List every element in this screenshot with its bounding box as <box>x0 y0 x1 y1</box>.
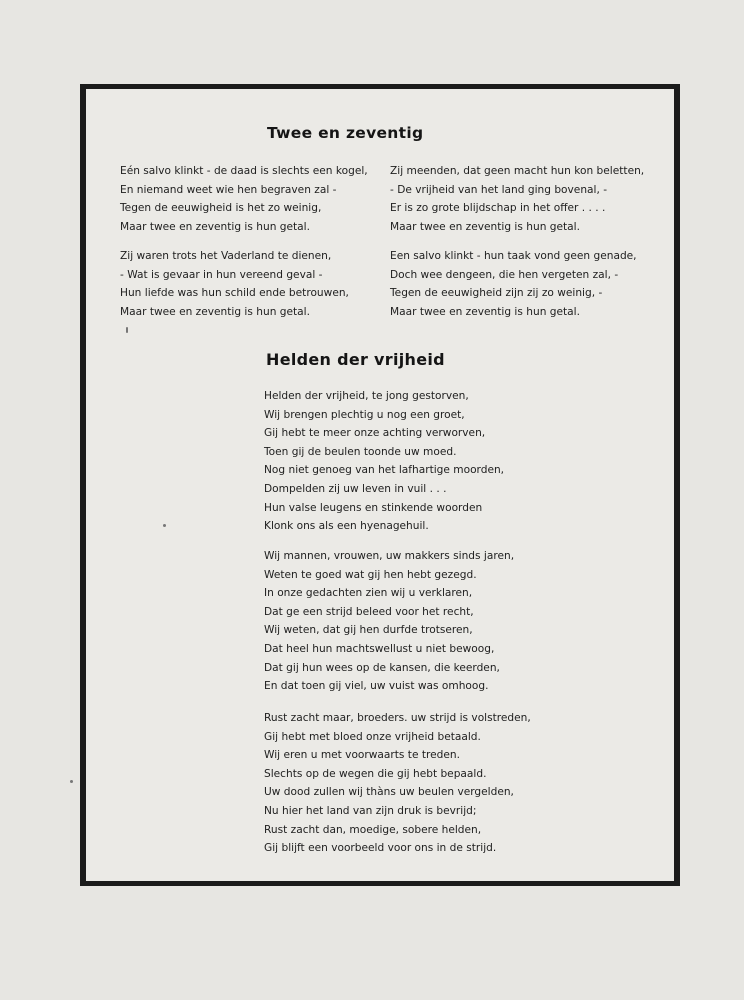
poem-line: Uw dood zullen wij thàns uw beulen vergelden, <box>264 786 514 799</box>
poem-line: - Wat is gevaar in hun vereend geval - <box>120 268 323 281</box>
paper-speck <box>70 780 73 783</box>
page-frame <box>80 84 680 886</box>
poem-title-twee-en-zeventig: Twee en zeventig <box>267 124 424 142</box>
paper-speck <box>126 327 128 333</box>
poem-line: Rust zacht maar, broeders. uw strijd is volstreden, <box>264 712 531 724</box>
helden-stanza-3 <box>264 709 531 858</box>
poem-line: Doch wee dengeen, die hen vergeten zal, - <box>390 268 619 281</box>
stanza-1 <box>120 162 368 236</box>
paper-speck <box>163 524 166 527</box>
poem-line: Wij mannen, vrouwen, uw makkers sinds jaren, <box>264 550 515 562</box>
poem-line: Dompelden zij uw leven in vuil . . . <box>264 482 447 495</box>
poem-line: Dat heel hun machtswellust u niet bewoog, <box>264 642 495 655</box>
stanza-3 <box>120 247 349 321</box>
poem-line: Slechts op de wegen die gij hebt bepaald. <box>264 767 487 780</box>
poem-line: Zij meenden, dat geen macht hun kon beletten, <box>390 165 645 177</box>
poem-line: Eén salvo klinkt - de daad is slechts een kogel, <box>120 165 368 177</box>
poem-line: Weten te goed wat gij hen hebt gezegd. <box>264 568 477 581</box>
poem-line: Wij eren u met voorwaarts te treden. <box>264 749 460 762</box>
poem-line: Nog niet genoeg van het lafhartige moorden, <box>264 464 505 477</box>
poem-line: Nu hier het land van zijn druk is bevrijd; <box>264 804 477 817</box>
poem-line: Wij weten, dat gij hen durfde trotseren, <box>264 624 473 637</box>
poem-line: Klonk ons als een hyenagehuil. <box>264 520 429 533</box>
poem-line: Tegen de eeuwigheid zijn zij zo weinig, - <box>390 287 603 300</box>
poem-line: En niemand weet wie hen begraven zal - <box>120 183 337 196</box>
poem-line: Toen gij de beulen toonde uw moed. <box>264 445 457 458</box>
poem-line: Maar twee en zeventig is hun getal. <box>390 305 580 318</box>
poem-line: Maar twee en zeventig is hun getal. <box>390 220 580 233</box>
helden-stanza-2 <box>264 547 514 696</box>
poem-line: Tegen de eeuwigheid is het zo weinig, <box>120 202 322 215</box>
poem-line: Gij blijft een voorbeeld voor ons in de strijd. <box>264 842 497 855</box>
poem-line: Maar twee en zeventig is hun getal. <box>120 305 310 318</box>
poem-line: Er is zo grote blijdschap in het offer . . . . <box>390 202 606 215</box>
poem-title-helden-der-vrijheid: Helden der vrijheid <box>266 350 445 369</box>
poem-line: - De vrijheid van het land ging bovenal, - <box>390 183 608 196</box>
poem-line: En dat toen gij viel, uw vuist was omhoog. <box>264 680 489 693</box>
poem-line: Rust zacht dan, moedige, sobere helden, <box>264 823 482 836</box>
poem-line: Hun valse leugens en stinkende woorden <box>264 501 483 514</box>
poem-line: Gij hebt met bloed onze vrijheid betaald. <box>264 730 481 743</box>
poem-line: Wij brengen plechtig u nog een groet, <box>264 408 465 421</box>
poem-line: Een salvo klinkt - hun taak vond geen genade, <box>390 250 637 262</box>
poem-line: Helden der vrijheid, te jong gestorven, <box>264 390 469 402</box>
poem-line: Dat ge een strijd beleed voor het recht, <box>264 605 474 618</box>
stanza-4 <box>390 247 637 321</box>
stanza-2 <box>390 162 644 236</box>
poem-line: Gij hebt te meer onze achting verworven, <box>264 427 486 440</box>
poem-line: Maar twee en zeventig is hun getal. <box>120 220 310 233</box>
poem-line: Hun liefde was hun schild ende betrouwen, <box>120 287 349 300</box>
helden-stanza-1 <box>264 387 504 536</box>
poem-line: Dat gij hun wees op de kansen, die keerden, <box>264 661 500 674</box>
poem-line: Zij waren trots het Vaderland te dienen, <box>120 250 332 262</box>
poem-line: In onze gedachten zien wij u verklaren, <box>264 587 473 600</box>
